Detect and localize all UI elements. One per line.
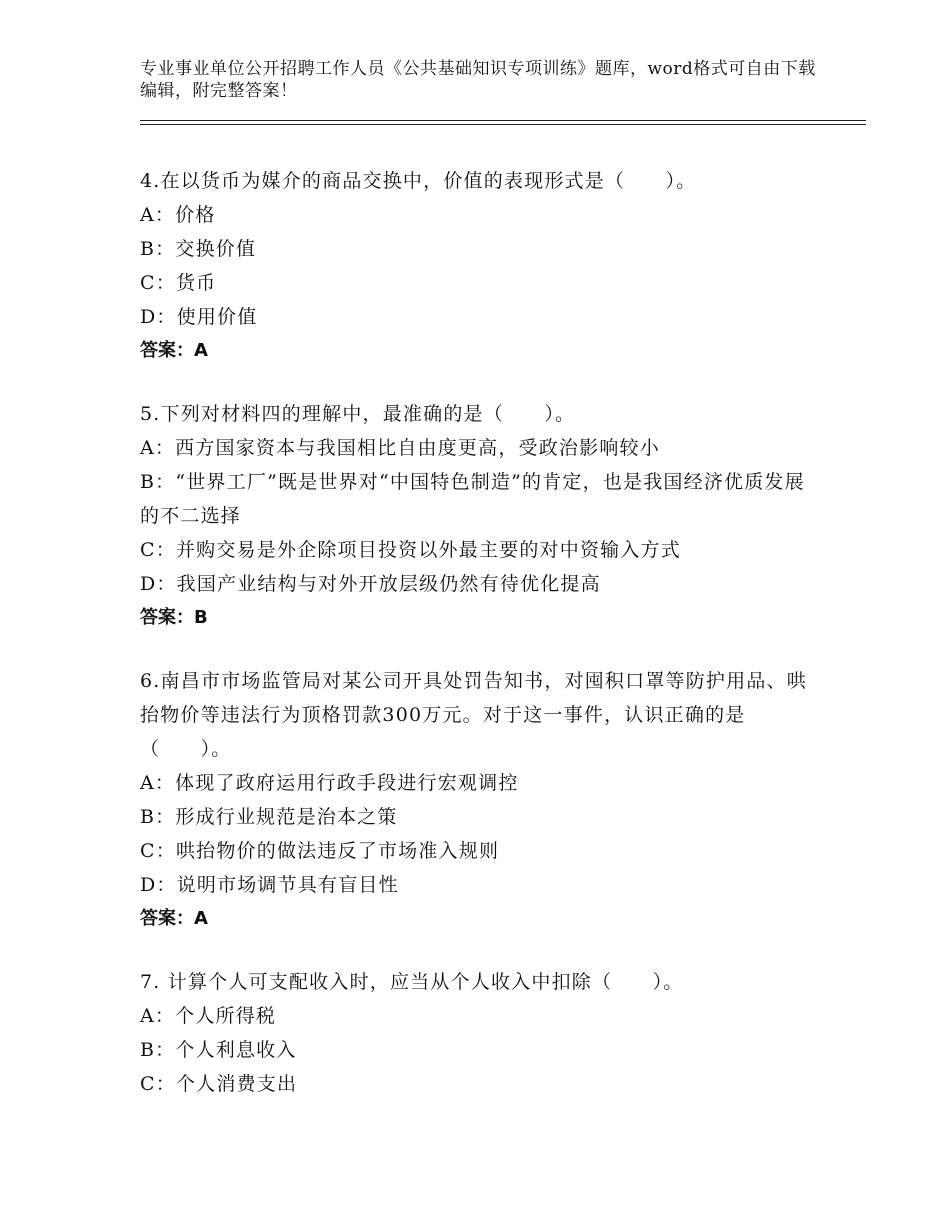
option-d: D：使用价值 [140,306,258,328]
option-a: A：西方国家资本与我国相比自由度更高，受政治影响较小 [140,437,660,459]
option-b: B：交换价值 [140,238,257,260]
question-6 [140,664,820,936]
option-c: C：并购交易是外企除项目投资以外最主要的对中资输入方式 [140,539,681,561]
question-stem: 6.南昌市市场监管局对某公司开具处罚告知书，对囤积口罩等防护用品、哄抬物价等违法行为顶格罚款300万元。对于这一事件，认识正确的是（ ）。 [140,670,807,760]
question-5 [140,397,820,635]
option-d: D：我国产业结构与对外开放层级仍然有待优化提高 [140,573,601,595]
page-header: 专业事业单位公开招聘工作人员《公共基础知识专项训练》题库，word格式可自由下载编辑，附完整答案！ [140,59,816,101]
option-a: A：个人所得税 [140,1005,277,1027]
option-c: C：货币 [140,272,217,294]
header-rule-top [140,120,866,121]
option-b: B：个人利息收入 [140,1039,297,1061]
answer-label: 答案：A [140,908,208,929]
question-list [140,164,820,1130]
question-stem: 5.下列对材料四的理解中，最准确的是（ ）。 [140,403,576,425]
answer-label: 答案：A [140,340,208,361]
option-d: D：说明市场调节具有盲目性 [140,874,399,896]
option-c: C：个人消费支出 [140,1073,298,1095]
option-c: C：哄抬物价的做法违反了市场准入规则 [140,840,500,862]
option-a: A：价格 [140,204,216,226]
header-rule-bottom [140,124,866,125]
question-7 [140,965,820,1101]
answer-label: 答案：B [140,607,208,628]
option-a: A：体现了政府运用行政手段进行宏观调控 [140,772,519,794]
option-b: B：形成行业规范是治本之策 [140,806,398,828]
option-b: B：“世界工厂”既是世界对“中国特色制造”的肯定，也是我国经济优质发展的不二选择 [140,471,805,527]
question-stem: 4.在以货币为媒介的商品交换中，价值的表现形式是（ ）。 [140,170,697,192]
question-stem: 7. 计算个人可支配收入时，应当从个人收入中扣除（ ）。 [140,971,684,993]
question-4 [140,164,820,368]
